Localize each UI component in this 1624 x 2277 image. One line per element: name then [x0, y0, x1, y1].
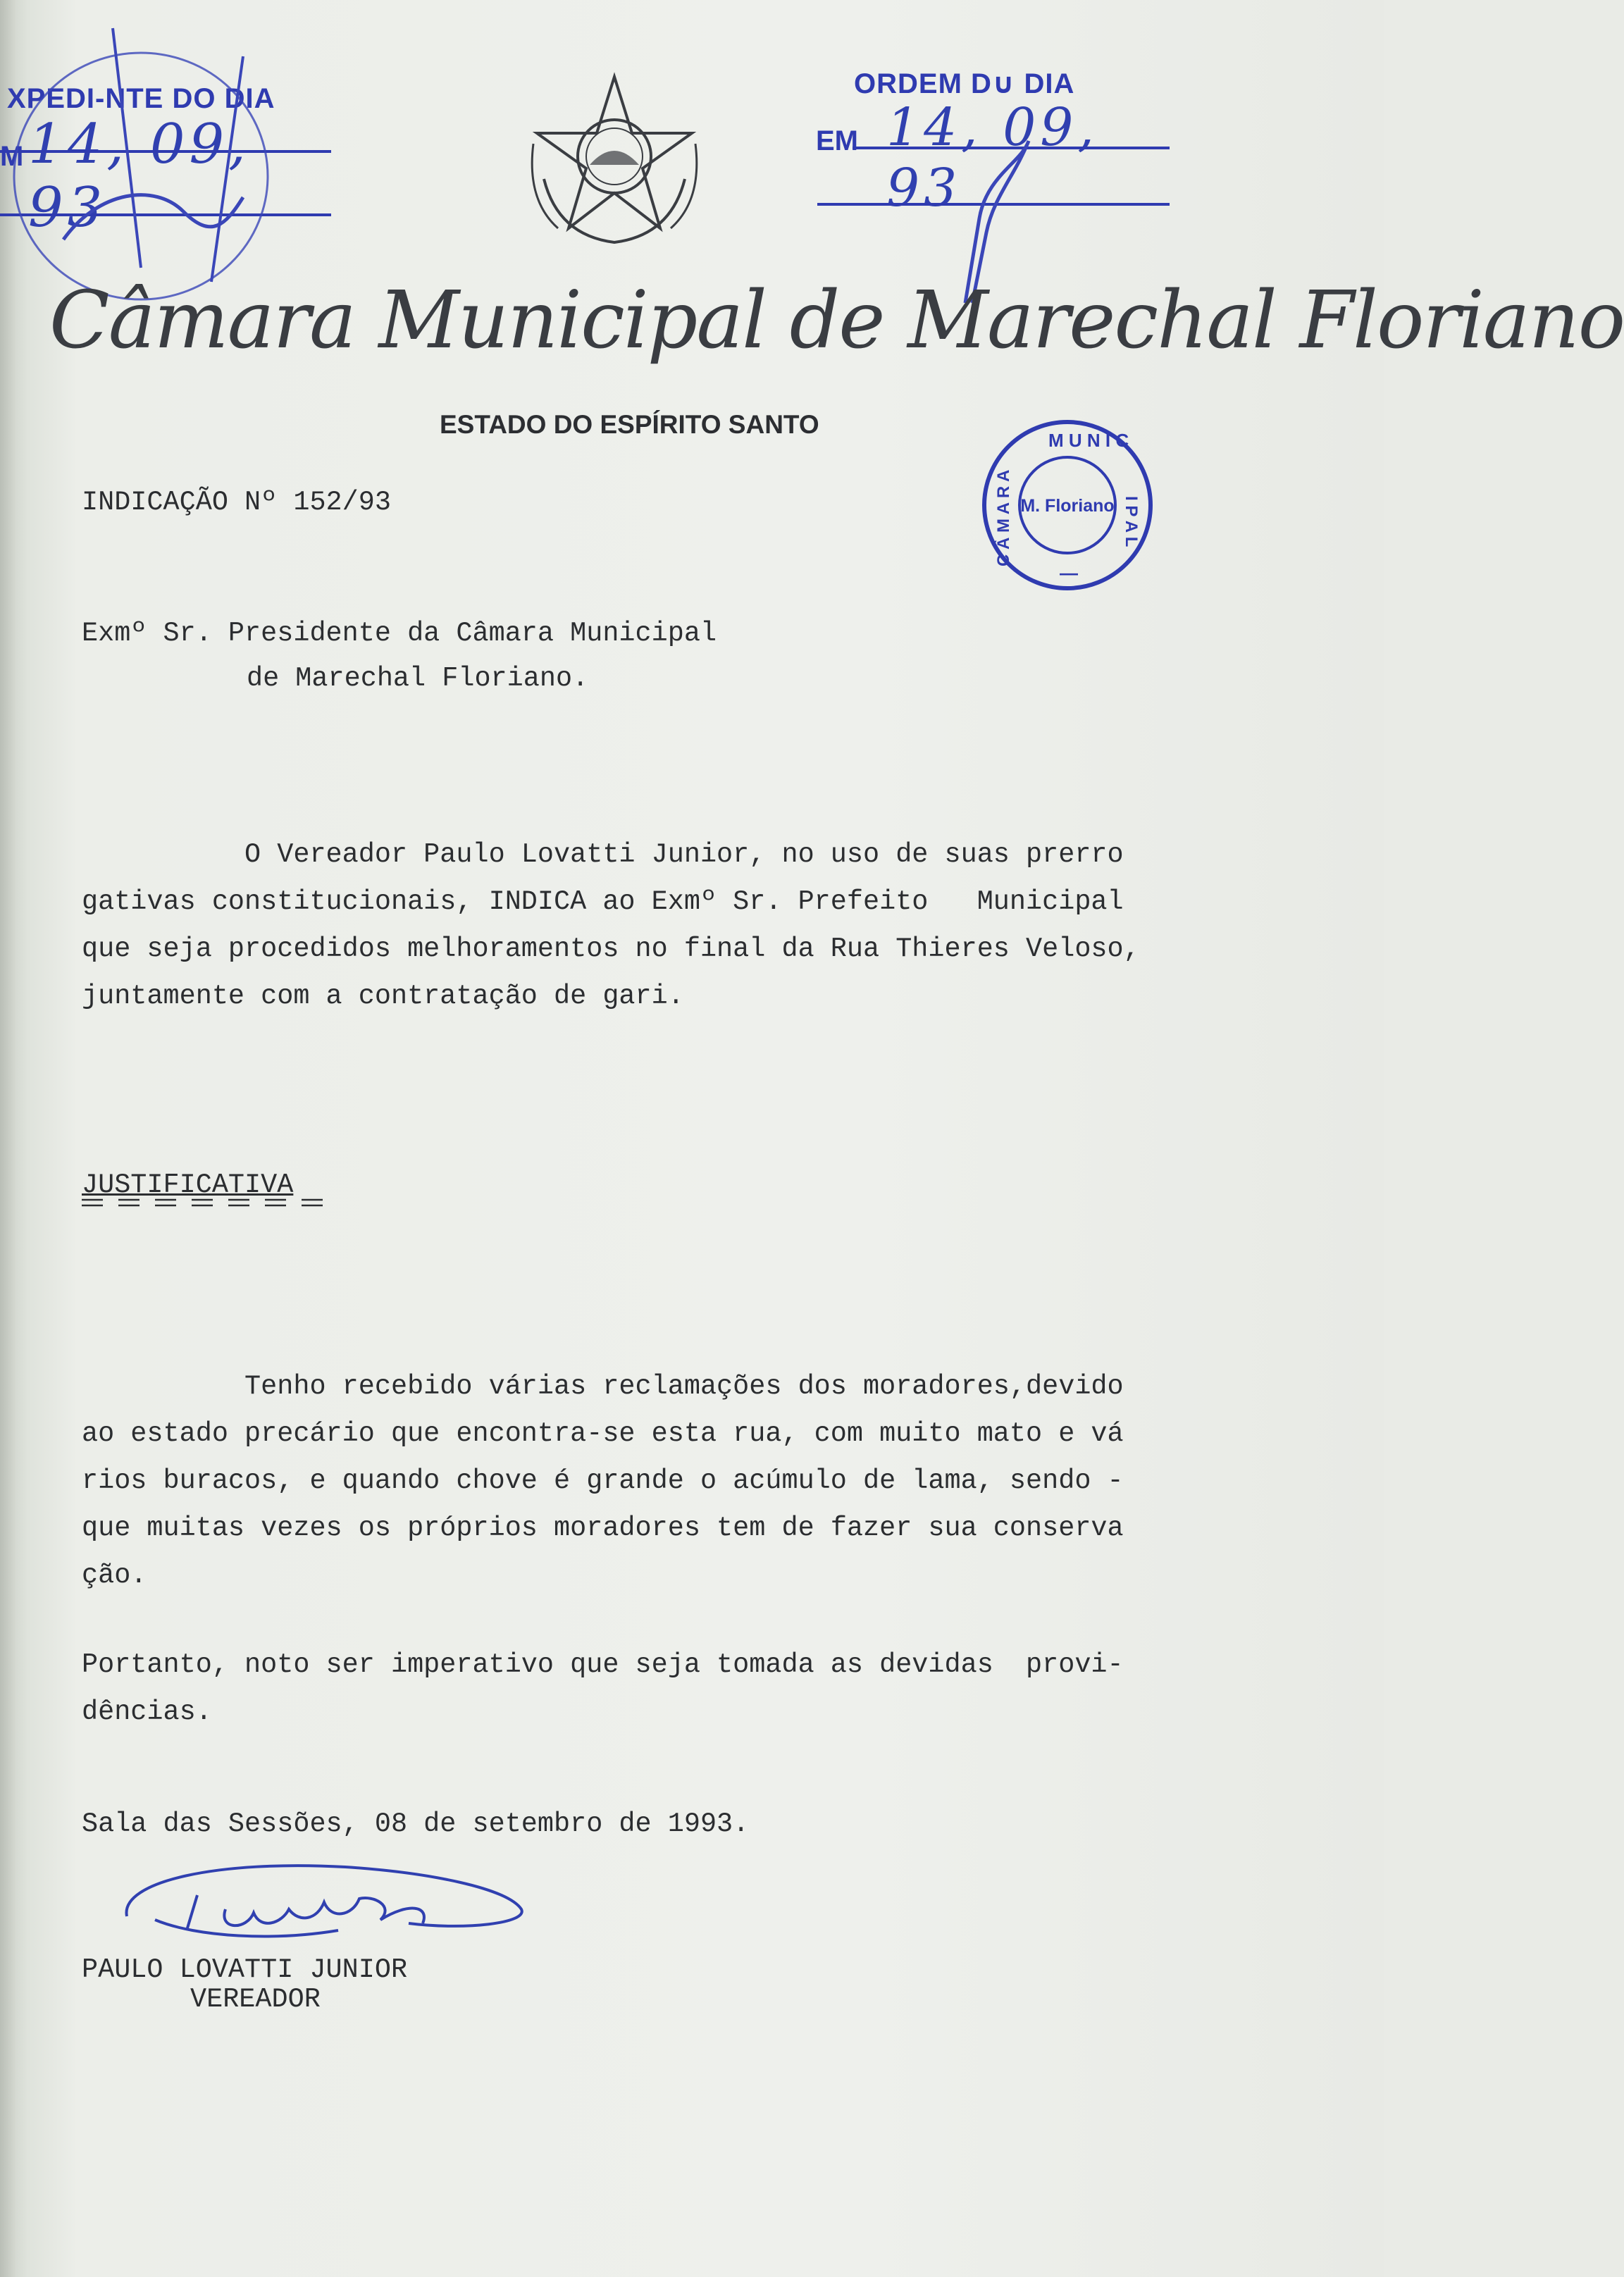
expediente-stamp-lines-icon: [0, 14, 338, 310]
paragraph-line: Tenho recebido várias reclamações dos moradores,devido: [82, 1371, 1124, 1402]
expediente-stamp-date: 14, 09, 93: [28, 113, 250, 240]
paragraph-line: gativas constitucionais, INDICA ao Exmº Sr. Prefeito Municipal: [82, 886, 1124, 917]
paragraph-line: O Vereador Paulo Lovatti Junior, no uso de suas prerro: [82, 839, 1124, 870]
seal-left-text: C Â M A R A: [994, 469, 1013, 566]
signer-role: VEREADOR: [190, 1984, 321, 2015]
paragraph-line: ao estado precário que encontra-se esta rua, com muito mato e vá: [82, 1418, 1124, 1449]
signer-name: PAULO LOVATTI JUNIOR: [82, 1954, 408, 1985]
heading-double-underline-icon: [82, 1198, 325, 1208]
addressee-line-1: Exmº Sr. Presidente da Câmara Municipal: [82, 618, 717, 649]
ordem-stamp-em: EM: [816, 125, 858, 156]
seal-right-text: I P A L: [1122, 496, 1141, 547]
page-binding-edge: [0, 0, 16, 2277]
paragraph-line: ção.: [82, 1560, 147, 1591]
paragraph-conclusion: [82, 1642, 1265, 1736]
institution-masthead: Câmara Municipal de Marechal Floriano: [49, 275, 1624, 366]
addressee-line-2: de Marechal Floriano.: [247, 663, 589, 694]
paragraph-justification: [82, 1363, 1265, 1599]
closing-place-date: Sala das Sessões, 08 de setembro de 1993.: [82, 1808, 750, 1839]
paragraph-line: Portanto, noto ser imperativo que seja tomada as devidas provi-: [82, 1649, 1124, 1680]
paragraph-line: juntamente com a contratação de gari.: [82, 981, 684, 1012]
justificativa-heading: JUSTIFICATIVA: [82, 1169, 294, 1200]
expediente-stamp-em: M: [0, 141, 24, 172]
seal-top-text: M U N I C: [1048, 430, 1129, 451]
chamber-seal-stamp-icon: [981, 418, 1154, 592]
seal-bottom-text: —: [1060, 562, 1078, 583]
paragraph-line: dências.: [82, 1696, 212, 1727]
handwritten-signature-icon: [113, 1853, 535, 1959]
ordem-stamp-date: 14, 09, 93: [886, 97, 1098, 218]
state-name: ESTADO DO ESPÍRITO SANTO: [440, 410, 819, 439]
seal-center-text: M. Floriano: [1020, 496, 1115, 516]
paragraph-line: que seja procedidos melhoramentos no final da Rua Thieres Veloso,: [82, 933, 1140, 964]
paragraph-line: rios buracos, e quando chove é grande o acúmulo de lama, sendo -: [82, 1465, 1124, 1496]
ordem-stamp-title: ORDEM D∪ DIA: [854, 68, 1075, 99]
paragraph-indication: [82, 831, 1265, 1020]
paragraph-line: que muitas vezes os próprios moradores tem de fazer sua conserva: [82, 1513, 1124, 1544]
expediente-stamp-title: XPEDI-NTE DO DIA: [7, 83, 275, 114]
document-number: INDICAÇÃO Nº 152/93: [82, 487, 391, 518]
state-coat-of-arms-icon: [530, 73, 699, 249]
